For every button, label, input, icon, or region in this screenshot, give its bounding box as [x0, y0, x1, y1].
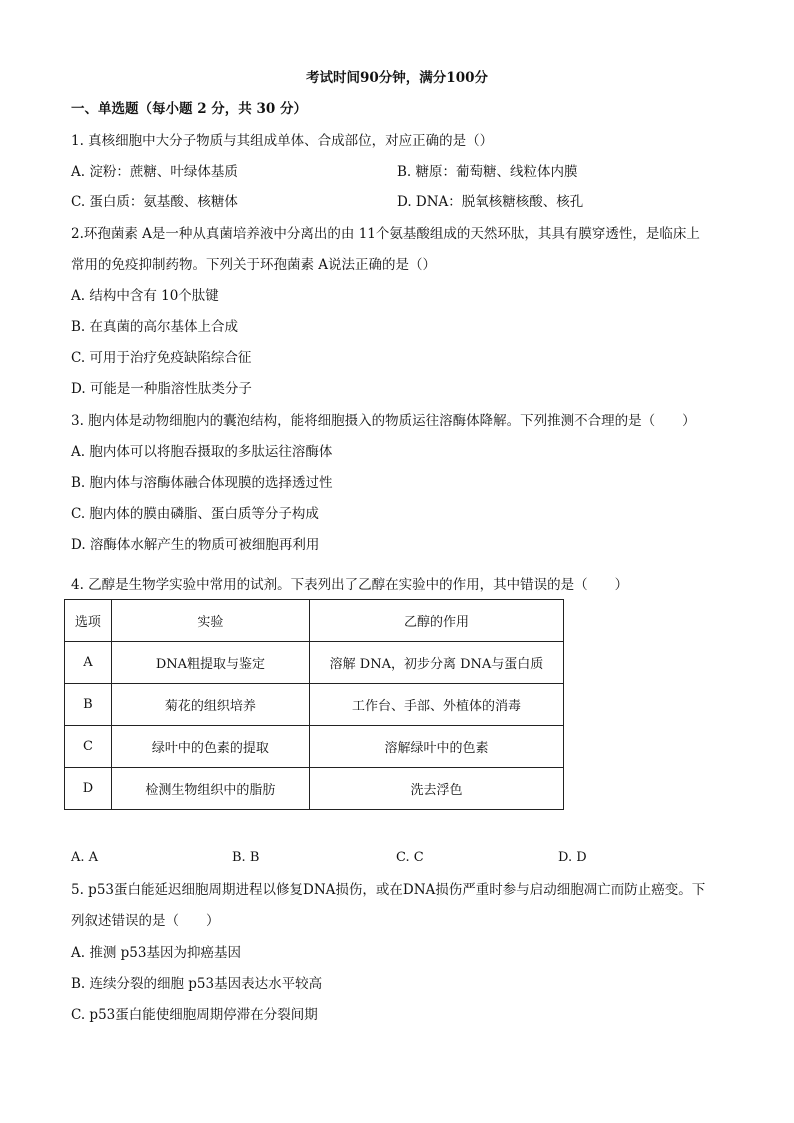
q3-option-a: A. 胞内体可以将胞吞摄取的多肽运往溶酶体 [71, 444, 333, 460]
q5-stem-line1: 5. p53蛋白能延迟细胞周期进程以修复DNA损伤，或在DNA损伤严重时参与启动细胞凋亡而防止癌变。下 [71, 882, 706, 898]
table-cell: 洗去浮色 [310, 768, 564, 810]
table-cell: B [65, 684, 112, 726]
q4-stem: 4. 乙醇是生物学实验中常用的试剂。下表列出了乙醇在实验中的作用，其中错误的是（ ） [71, 577, 629, 593]
q1-option-a: A. 淀粉：蔗糖、叶绿体基质 [71, 164, 238, 180]
section-heading: 一、单选题（每小题 2 分，共 30 分） [71, 101, 307, 117]
q2-option-c: C. 可用于治疗免疫缺陷综合征 [71, 350, 252, 366]
q3-option-c: C. 胞内体的膜由磷脂、蛋白质等分子构成 [71, 506, 319, 522]
table-cell: 溶解绿叶中的色素 [310, 726, 564, 768]
table-header-cell: 实验 [111, 600, 309, 642]
table-row [65, 726, 564, 768]
q1-option-d: D. DNA：脱氧核糖核酸、核孔 [397, 194, 584, 210]
q1-stem: 1. 真核细胞中大分子物质与其组成单体、合成部位，对应正确的是（） [71, 133, 494, 149]
q5-option-b: B. 连续分裂的细胞 p53基因表达水平较高 [71, 976, 323, 992]
table-row [65, 642, 564, 684]
q4-answer-b: B. B [232, 850, 260, 865]
table-header-cell: 乙醇的作用 [310, 600, 564, 642]
q2-stem-line1: 2.环孢菌素 A是一种从真菌培养液中分离出的由 11个氨基酸组成的天然环肽，其具有膜穿透性，是临床上 [71, 226, 700, 242]
table-cell: 菊花的组织培养 [111, 684, 309, 726]
q4-answer-d: D. D [558, 850, 587, 865]
table-row [65, 768, 564, 810]
q4-answer-c: C. C [396, 850, 424, 865]
table-header-cell: 选项 [65, 600, 112, 642]
exam-header: 考试时间90分钟，满分100分 [306, 70, 488, 86]
q3-option-b: B. 胞内体与溶酶体融合体现膜的选择透过性 [71, 475, 333, 491]
table-cell: DNA粗提取与鉴定 [111, 642, 309, 684]
q3-option-d: D. 溶酶体水解产生的物质可被细胞再利用 [71, 537, 320, 553]
q2-option-d: D. 可能是一种脂溶性肽类分子 [71, 381, 252, 397]
table-row [65, 684, 564, 726]
ethanol-table [64, 599, 564, 810]
q5-option-c: C. p53蛋白能使细胞周期停滞在分裂间期 [71, 1007, 318, 1023]
q3-stem: 3. 胞内体是动物细胞内的囊泡结构，能将细胞摄入的物质运往溶酶体降解。下列推测不合理的是（ ） [71, 413, 696, 429]
table-cell: 绿叶中的色素的提取 [111, 726, 309, 768]
table-cell: 溶解 DNA，初步分离 DNA与蛋白质 [310, 642, 564, 684]
q1-option-b: B. 糖原：葡萄糖、线粒体内膜 [397, 164, 578, 180]
q5-stem-line2: 列叙述错误的是（ ） [71, 913, 220, 929]
q2-option-a: A. 结构中含有 10个肽键 [71, 288, 219, 304]
q2-stem-line2: 常用的免疫抑制药物。下列关于环孢菌素 A说法正确的是（） [71, 257, 437, 273]
q4-answer-a: A. A [71, 850, 99, 865]
q1-option-c: C. 蛋白质：氨基酸、核糖体 [71, 194, 238, 210]
q2-option-b: B. 在真菌的高尔基体上合成 [71, 319, 239, 335]
table-cell: C [65, 726, 112, 768]
table-cell: 工作台、手部、外植体的消毒 [310, 684, 564, 726]
table-cell: D [65, 768, 112, 810]
table-header-row [65, 600, 564, 642]
table-cell: 检测生物组织中的脂肪 [111, 768, 309, 810]
table-cell: A [65, 642, 112, 684]
q5-option-a: A. 推测 p53基因为抑癌基因 [71, 945, 241, 961]
